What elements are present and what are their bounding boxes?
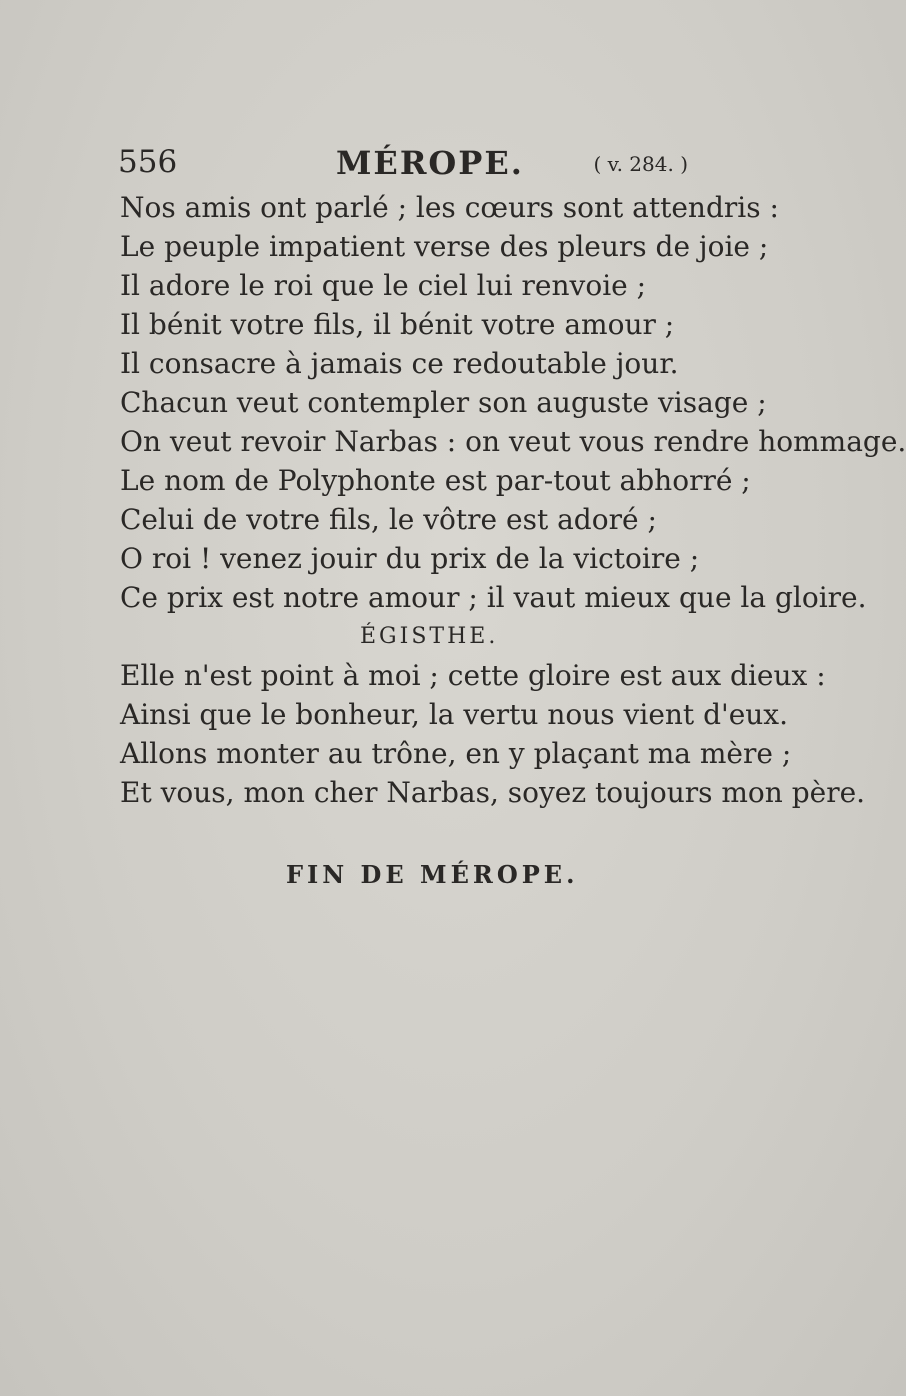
end-title: FIN DE MÉROPE. bbox=[286, 860, 579, 889]
verse-line: Ainsi que le bonheur, la vertu nous vient d'eux. bbox=[120, 698, 788, 731]
speaker-name: ÉGISTHE. bbox=[360, 624, 499, 649]
verse-line: Celui de votre fils, le vôtre est adoré ; bbox=[120, 503, 657, 536]
verse-line: Elle n'est point à moi ; cette gloire est aux dieux : bbox=[120, 659, 826, 692]
verse-block bbox=[120, 188, 906, 812]
verse-line: Chacun veut contempler son auguste visage ; bbox=[120, 386, 767, 419]
verse-line: Il adore le roi que le ciel lui renvoie ; bbox=[120, 269, 647, 302]
running-title: MÉROPE. bbox=[336, 144, 524, 182]
verse-line: On veut revoir Narbas : on veut vous rendre hommage. bbox=[120, 425, 906, 458]
verse-line: Le peuple impatient verse des pleurs de joie ; bbox=[120, 230, 769, 263]
verse-line: Allons monter au trône, en y plaçant ma mère ; bbox=[120, 737, 792, 770]
verse-line: Ce prix est notre amour ; il vaut mieux que la gloire. bbox=[120, 581, 867, 614]
verse-line: Il consacre à jamais ce redoutable jour. bbox=[120, 347, 679, 380]
verse-line: Le nom de Polyphonte est par-tout abhorré ; bbox=[120, 464, 751, 497]
verse-line: Il bénit votre fils, il bénit votre amour ; bbox=[120, 308, 675, 341]
verse-line: Nos amis ont parlé ; les cœurs sont attendris : bbox=[120, 191, 779, 224]
verse-reference: ( v. 284. ) bbox=[593, 152, 688, 176]
page-number: 556 bbox=[118, 144, 178, 180]
verse-line: O roi ! venez jouir du prix de la victoire ; bbox=[120, 542, 700, 575]
verse-line: Et vous, mon cher Narbas, soyez toujours mon père. bbox=[120, 776, 866, 809]
page-header bbox=[118, 144, 688, 184]
